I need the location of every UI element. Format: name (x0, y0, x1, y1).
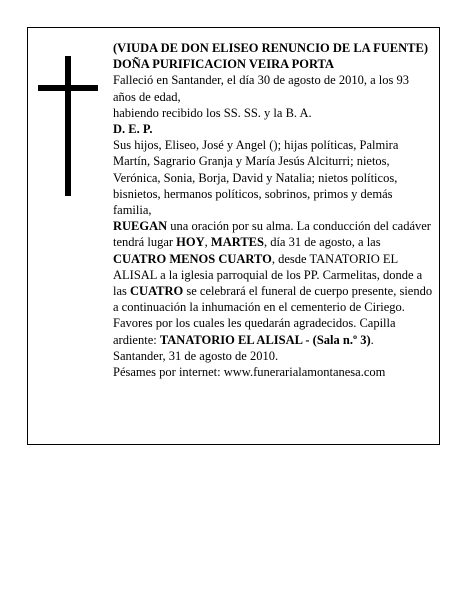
time-2: CUATRO (130, 284, 184, 299)
request-text-5: se celebrará el funeral de cuerpo presente, siendo a continuación la inhumación en el cementerio de Ciriego. Favores por los cuales les quedarán agradecidos. Capilla ardiente: (113, 284, 433, 347)
request-text-2: , (204, 235, 211, 250)
request-text-1: una oración por su alma. La conducción del cadáver tendrá lugar (113, 219, 431, 250)
ruegan-word: RUEGAN (113, 219, 168, 234)
widow-line: (VIUDA DE DON ELISEO RENUNCIO DE LA FUENTE) (113, 41, 428, 55)
request-text-6: . (370, 332, 374, 347)
time-1: CUATRO MENOS CUARTO (113, 251, 272, 266)
request-text-3: , día 31 de agosto, a las (263, 235, 381, 250)
family-paragraph: Sus hijos, Eliseo, José y Angel (); hijas políticas, Palmira Martín, Sagrario Granja y María Jesús Alciturri; nietos, Verónica, Sonia, Borja, David y Natalia; nietos políticos, bisnietos, hermanos políticos, sobrinos, primos y demás familia, (113, 138, 399, 218)
chapel-name: TANATORIO EL ALISAL - (Sala n.º 3) (159, 332, 371, 347)
place-date: Santander, 31 de agosto de 2010. (113, 348, 279, 363)
request-paragraph (113, 218, 433, 348)
deceased-name: DOÑA PURIFICACION VEIRA PORTA (113, 57, 334, 72)
death-line: Falleció en Santander, el día 30 de agosto de 2010, a los 93 años de edad, (113, 73, 409, 104)
hoy-word: HOY (176, 235, 205, 250)
obituary-text (113, 40, 433, 380)
condolences-line: Pésames por internet: www.funerarialamontanesa.com (113, 365, 386, 380)
sacraments-line: habiendo recibido los SS. SS. y la B. A. (113, 105, 312, 120)
martes-word: MARTES (210, 235, 264, 250)
request-text-4: , desde TANATORIO EL ALISAL a la iglesia parroquial de los PP. Carmelitas, donde a las (113, 251, 423, 299)
rip-line: D. E. P. (113, 122, 153, 137)
